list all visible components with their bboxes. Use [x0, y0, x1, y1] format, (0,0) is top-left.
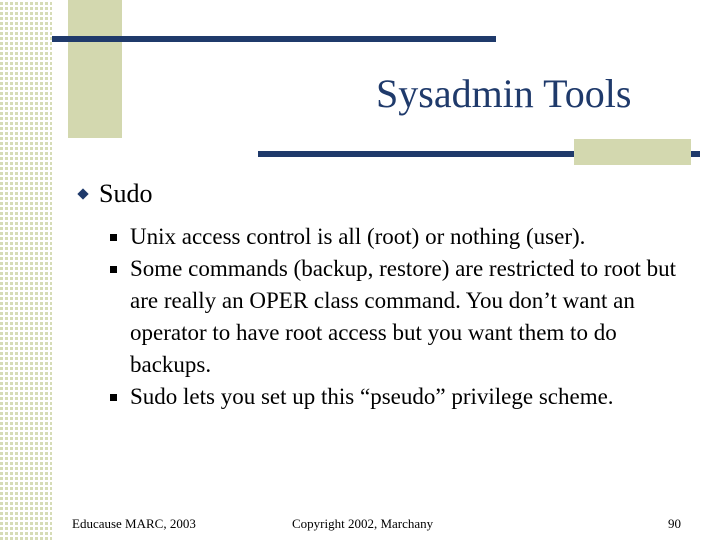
sub-bullet-list [110, 221, 700, 413]
square-bullet-icon [110, 234, 117, 241]
title-rule-top [52, 36, 496, 42]
square-bullet-icon [110, 266, 117, 273]
sub-bullet-item [110, 221, 700, 253]
bullet-level1 [77, 177, 152, 211]
footer-copyright: Copyright 2002, Marchany [292, 516, 434, 531]
page-number: 90 [668, 516, 681, 531]
sub-bullet-text: Sudo lets you set up this “pseudo” privilege scheme. [130, 384, 614, 409]
diamond-bullet-icon [77, 188, 88, 199]
sub-bullet-item [110, 253, 700, 381]
left-pattern-stripe [0, 0, 52, 540]
title-accent-box [68, 0, 122, 138]
title-accent-box-right [574, 139, 691, 165]
slide-title: Sysadmin Tools [376, 71, 632, 116]
sub-bullet-text: Some commands (backup, restore) are restricted to root but are really an OPER class command. You don’t want an operator to have root access but you want them to do backups. [130, 256, 677, 377]
square-bullet-icon [110, 394, 117, 401]
footer-left-text: Educause MARC, 2003 [72, 516, 196, 531]
sub-bullet-text: Unix access control is all (root) or nothing (user). [130, 224, 586, 249]
bullet-level1-text: Sudo [99, 179, 153, 208]
sub-bullet-item [110, 381, 700, 413]
